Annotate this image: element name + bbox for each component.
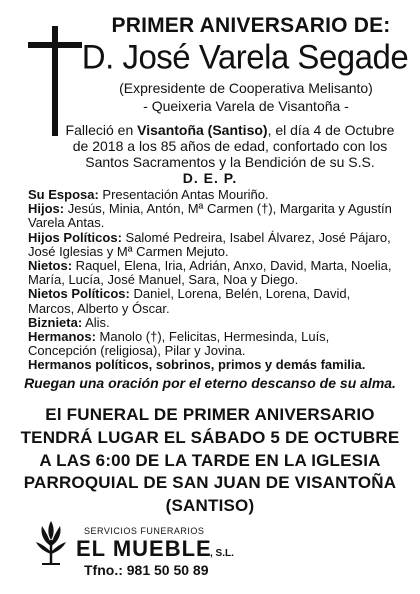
family-text: Daniel, Lorena, Belén, Lorena, David, Marcos, Alberto y Óscar. — [28, 286, 351, 316]
intro-rest: , el día 4 de Octubre de 2018 a los 85 años de edad, confortado con los Santos Sacramentos y la Bendición de su S.S. — [72, 122, 395, 170]
family-line — [28, 287, 398, 315]
family-label: Hermanos: — [28, 329, 96, 345]
family-line — [28, 358, 398, 372]
deceased-role: (Expresidente de Cooperativa Melisanto) — [119, 80, 373, 96]
tree-of-life-icon — [34, 520, 68, 566]
family-list — [28, 188, 398, 373]
dep-label: D. E. P. — [182, 170, 238, 186]
phone-number: Tfno.: 981 50 50 89 — [84, 562, 209, 578]
family-text: Jesús, Minia, Antón, Mª Carmen (†), Margarita y Agustín Varela Antas. — [28, 201, 392, 231]
family-label: Hijos: — [28, 201, 65, 217]
funeral-home-logo — [24, 518, 264, 590]
family-line — [28, 316, 398, 330]
family-text: Raquel, Elena, Iria, Adrián, Anxo, David, Marta, Noelia, María, Lucía, José Manuel, Sara, Noa y Diego. — [28, 258, 392, 288]
intro-prefix: Falleció en — [65, 122, 138, 138]
family-line — [28, 202, 398, 230]
family-text: Alis. — [82, 314, 110, 330]
notice-title: PRIMER ANIVERSARIO DE: — [111, 14, 391, 37]
family-label: Biznieta: — [28, 314, 83, 330]
family-text: Salomé Pedreira, Isabel Álvarez, José Pájaro, José Iglesias y Mª Carmen Mejuto. — [28, 229, 391, 259]
family-text: Manolo (†), Felicitas, Hermesinda, Luís, Concepción (religiosa), Pilar y Jovina. — [28, 329, 330, 359]
funeral-announcement: El FUNERAL DE PRIMER ANIVERSARIO TENDRÁ LUGAR EL SÁBADO 5 DE OCTUBRE A LAS 6:00 DE LA TARDE EN LA IGLESIA PARROQUIAL DE SAN JUAN DE VISANTOÑA (SANTISO) — [20, 405, 400, 516]
family-label: Su Esposa: — [28, 187, 99, 202]
family-line — [28, 259, 398, 287]
family-line — [28, 330, 398, 358]
logo-brand-text: EL MUEBLE — [76, 536, 212, 561]
deceased-business: - Queixeria Varela de Visantoña - — [143, 98, 349, 114]
logo-services-text: SERVICIOS FUNERARIOS — [84, 526, 205, 536]
deceased-name: D. José Varela Segade — [81, 37, 409, 76]
death-announcement — [60, 122, 400, 170]
family-text: Presentación Antas Mouriño. — [98, 187, 269, 202]
logo-suffix-text: , S.L. — [210, 548, 234, 559]
family-label: Hermanos políticos, sobrinos, primos y demás familia. — [28, 357, 366, 373]
cross-icon — [28, 26, 82, 136]
prayer-request: Ruegan una oración por el eterno descanso de su alma. — [24, 375, 396, 391]
family-label: Nietos: — [28, 258, 73, 274]
family-line — [28, 188, 398, 202]
family-label: Hijos Políticos: — [28, 229, 122, 245]
family-label: Nietos Políticos: — [28, 286, 130, 302]
intro-place: Visantoña (Santiso) — [137, 122, 268, 138]
family-line — [28, 231, 398, 259]
